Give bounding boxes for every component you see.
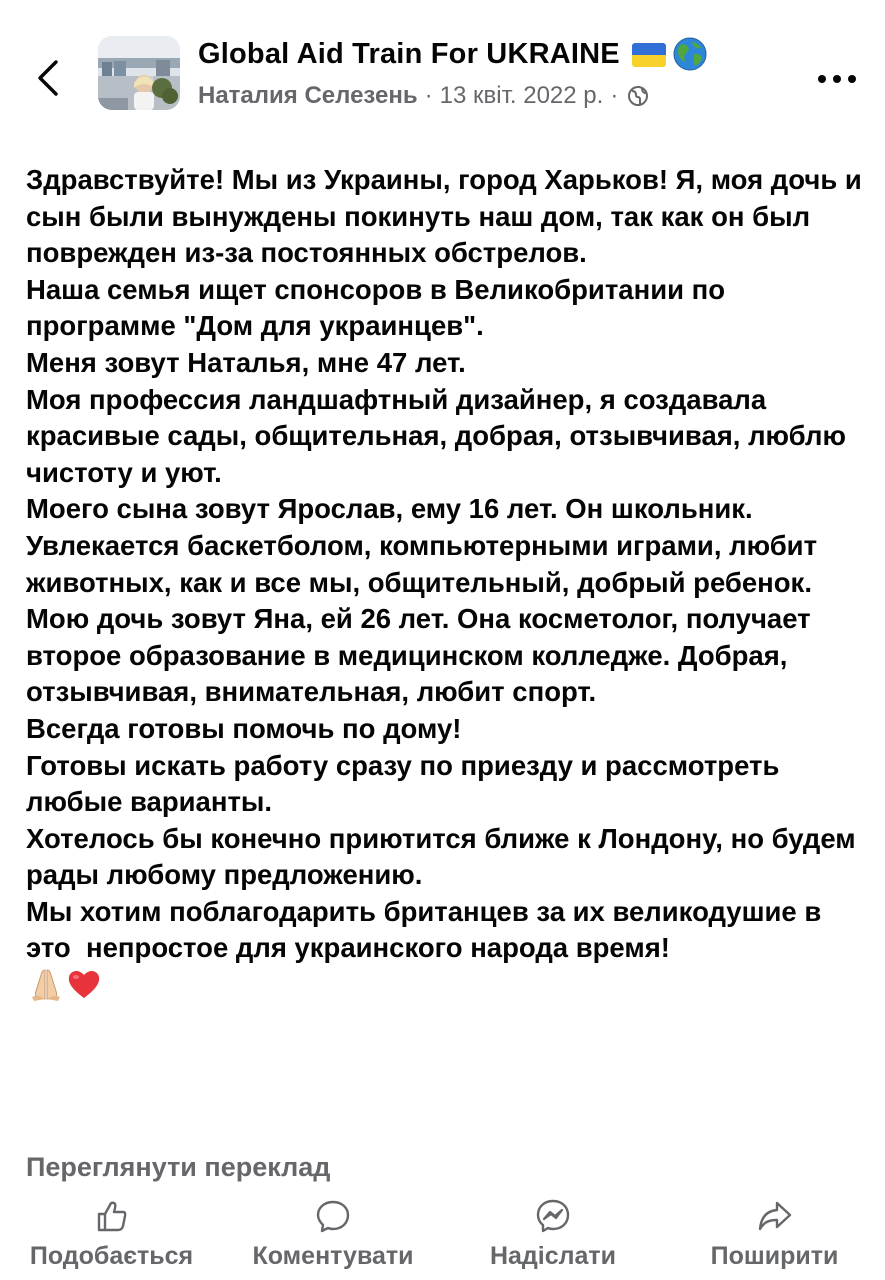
post-paragraph: Готовы искать работу сразу по приезду и рассмотреть любые варианты. — [26, 749, 788, 818]
chevron-left-icon — [36, 58, 60, 98]
group-avatar[interactable] — [98, 36, 180, 110]
share-icon — [757, 1199, 793, 1233]
send-button[interactable] — [472, 1196, 634, 1271]
group-name[interactable] — [198, 36, 708, 72]
see-translation-link[interactable]: Переглянути переклад — [26, 1152, 331, 1182]
post-paragraph: Моя профессия ландшафтный дизайнер, я создавала красивые сады, общительная, добрая, отзывчивая, люблю чистоту и уют. — [26, 383, 854, 488]
author-name[interactable]: Наталия Селезень — [198, 82, 418, 109]
globe-emoji-icon — [672, 36, 708, 72]
post-paragraph: Наша семья ищет спонсоров в Великобритании по программе "Дом для украинцев". — [26, 273, 733, 342]
more-horizontal-icon — [817, 74, 857, 84]
comment-icon — [315, 1198, 351, 1234]
like-icon — [95, 1199, 129, 1233]
post-last-paragraph — [26, 894, 866, 967]
folded-hands-icon — [28, 967, 64, 1001]
post-paragraph: Моего сына зовут Ярослав, ему 16 лет. Он школьник. Увлекается баскетболом, компьютерными играми, любит животных, как и все мы, общительный, добрый ребенок. — [26, 493, 825, 598]
meta-separator-2: · — [610, 82, 619, 109]
like-label: Подобається — [29, 1242, 194, 1270]
post-text — [26, 162, 870, 1004]
red-heart-icon — [66, 967, 102, 1001]
share-label: Поширити — [710, 1242, 839, 1270]
meta-separator: · — [424, 82, 433, 109]
post-paragraph: Здравствуйте! Мы из Украины, город Харьков! Я, моя дочь и сын были вынуждены покинуть наш дом, так как он был поврежден из-за постоянных обстрелов. — [26, 164, 870, 269]
post-paragraph: Хотелось бы конечно приютится ближе к Лондону, но будем рады любому предложению. — [26, 822, 864, 891]
post-meta — [198, 82, 649, 110]
messenger-icon — [535, 1198, 571, 1234]
globe-icon — [627, 85, 649, 107]
post-header — [0, 0, 885, 130]
back-button[interactable] — [26, 54, 70, 102]
more-options-button[interactable] — [812, 64, 862, 94]
ukraine-flag-icon — [682, 936, 716, 960]
post-paragraph: Мою дочь зовут Яна, ей 26 лет. Она косметолог, получает второе образование в медицинском колледже. Добрая, отзывчивая, внимательная, любит спорт. — [26, 603, 819, 708]
group-name-text: Global Aid Train For UKRAINE — [198, 37, 620, 70]
post-date[interactable]: 13 квіт. 2022 р. — [439, 82, 604, 109]
comment-label: Коментувати — [252, 1242, 414, 1270]
send-label: Надіслати — [489, 1242, 617, 1270]
post-paragraph: Мы хотим поблагодарить британцев за их великодушие в это непростое для украинского народа время! — [26, 895, 829, 964]
post-paragraph: Меня зовут Наталья, мне 47 лет. — [26, 346, 466, 378]
like-button[interactable] — [14, 1196, 209, 1271]
share-button[interactable] — [692, 1196, 857, 1271]
post-actions-bar — [0, 1196, 885, 1280]
comment-button[interactable] — [233, 1196, 433, 1271]
post-paragraph: Всегда готовы помочь по дому! — [26, 712, 462, 744]
ukraine-flag-icon — [632, 43, 666, 67]
